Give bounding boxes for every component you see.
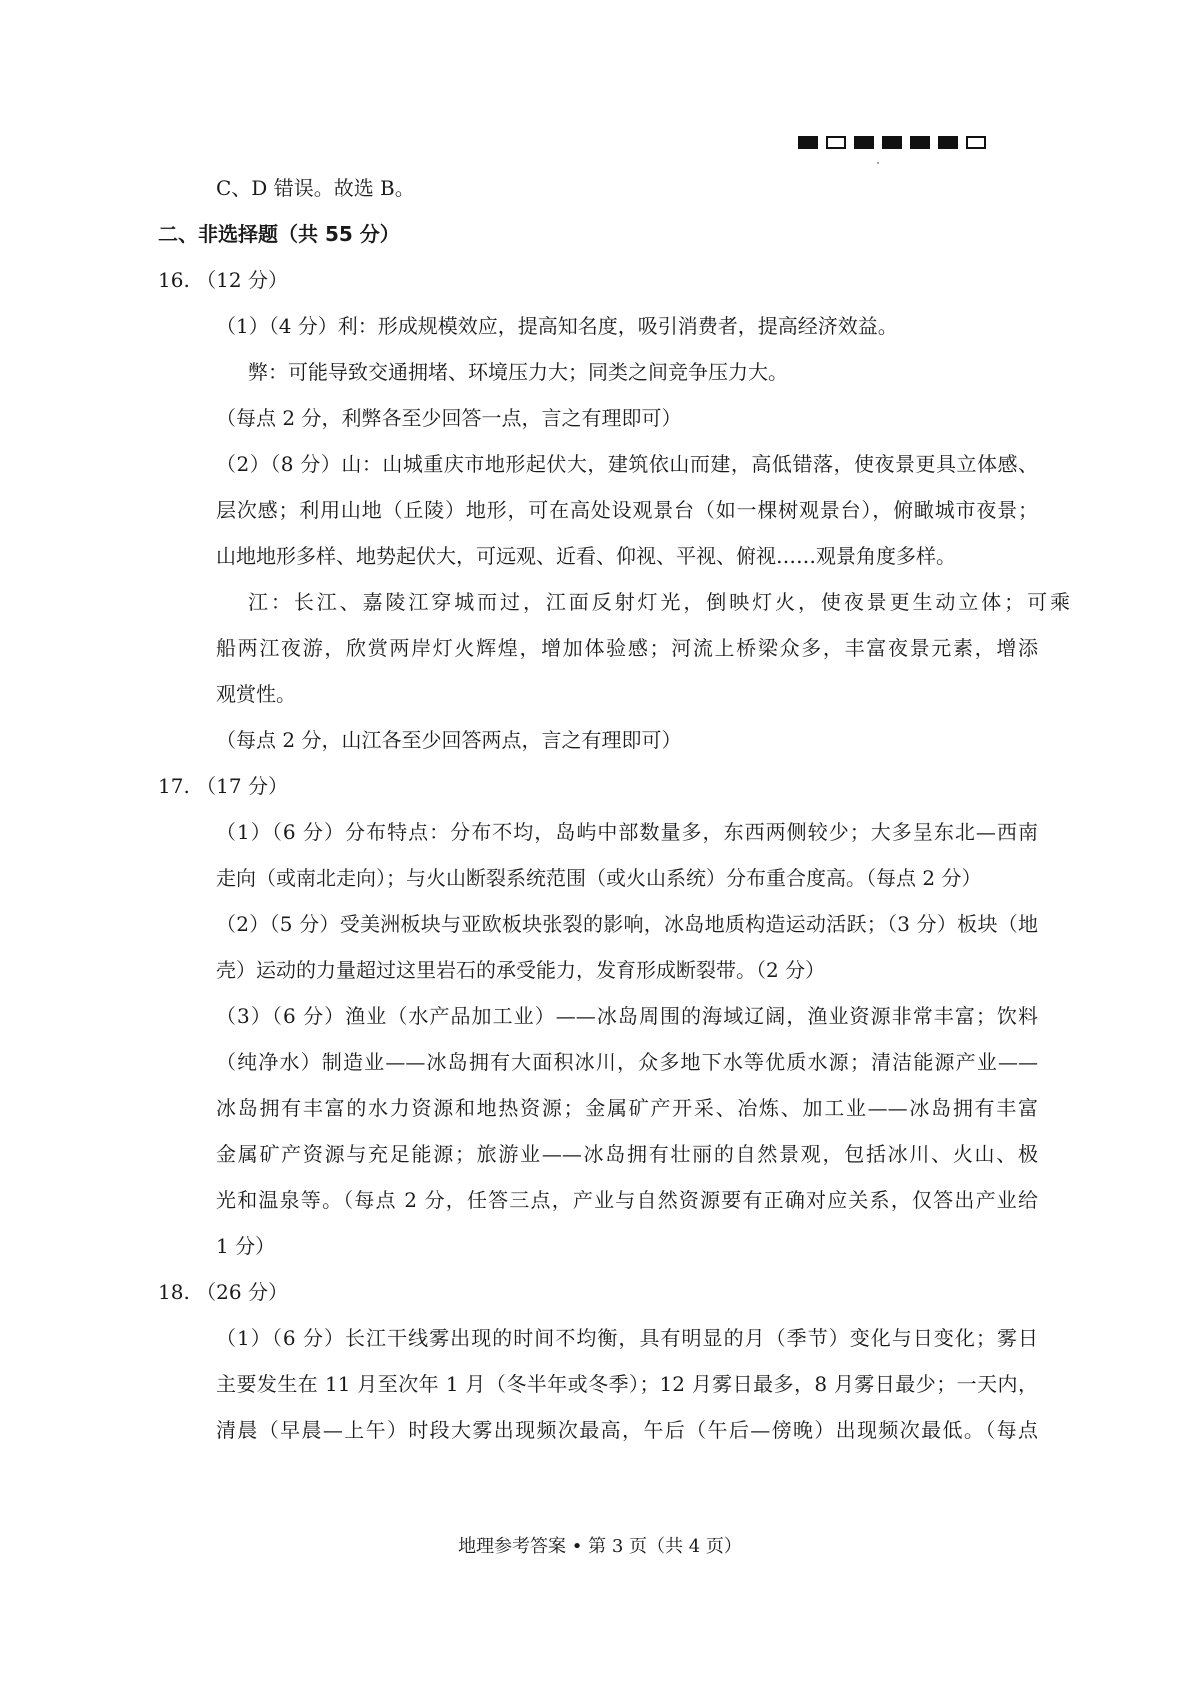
text-line-content: 江：长江、嘉陵江穿城而过，江面反射灯光，倒映灯火，使夜景更生动立体；可乘 (248, 590, 1070, 614)
text-line (158, 1223, 1038, 1269)
hollow-mark-icon (826, 136, 846, 149)
text-line-content: 金属矿产资源与充足能源；旅游业——冰岛拥有壮丽的自然景观，包括冰川、火山、极 (216, 1142, 1038, 1166)
text-line-content: 17. （17 分） (158, 774, 288, 798)
text-line-content: 观赏性。 (216, 682, 296, 706)
filled-mark-icon (910, 136, 930, 149)
text-line (158, 1177, 1038, 1223)
text-line-content: 走向（或南北走向）；与火山断裂系统范围（或火山系统）分布重合度高。（每点 2 分） (216, 866, 982, 890)
text-line-content: （3）（6 分）渔业（水产品加工业）——冰岛周围的海域辽阔，渔业资源非常丰富；饮料 (216, 1004, 1038, 1028)
text-line (158, 809, 1038, 855)
text-line (158, 717, 1038, 763)
text-line-content: 光和温泉等。（每点 2 分，任答三点，产业与自然资源要有正确对应关系，仅答出产业给 (216, 1188, 1038, 1212)
filled-mark-icon (882, 136, 902, 149)
text-line-content: 弊：可能导致交通拥堵、环境压力大；同类之间竞争压力大。 (248, 360, 788, 384)
hollow-mark-icon (966, 136, 986, 149)
filled-mark-icon (798, 136, 818, 149)
text-line (158, 487, 1038, 533)
text-line (158, 349, 1038, 395)
text-line (158, 671, 1038, 717)
text-line (158, 165, 1038, 211)
text-line-content: 壳）运动的力量超过这里岩石的承受能力，发育形成断裂带。（2 分） (216, 958, 826, 982)
text-line (158, 441, 1038, 487)
text-line (158, 533, 1038, 579)
text-line-content: 山地地形多样、地势起伏大，可远观、近看、仰视、平视、俯视……观景角度多样。 (216, 544, 956, 568)
text-line (158, 1407, 1038, 1453)
text-line (158, 763, 1038, 809)
text-line-content: 层次感；利用山地（丘陵）地形，可在高处设观景台（如一棵树观景台），俯瞰城市夜景； (216, 498, 1038, 522)
text-line (158, 395, 1038, 441)
text-line-content: （1）（4 分）利：形成规模效应，提高知名度，吸引消费者，提高经济效益。 (216, 314, 898, 338)
text-line (158, 303, 1038, 349)
text-line-content: 1 分） (216, 1234, 276, 1258)
text-line-content: 主要发生在 11 月至次年 1 月（冬半年或冬季）；12 月雾日最多，8 月雾日最少；一天内， (216, 1372, 1038, 1396)
text-line-content: C、D 错误。故选 B。 (216, 176, 415, 200)
text-line-content: 二、非选择题（共 55 分） (158, 222, 400, 246)
text-line-content: （2）（5 分）受美洲板块与亚欧板块张裂的影响，冰岛地质构造运动活跃；（3 分）板块（地 (216, 912, 1038, 936)
text-line (158, 211, 1038, 257)
answer-content (158, 165, 1070, 1453)
text-line-content: （1）（6 分）分布特点：分布不均，岛屿中部数量多，东西两侧较少；大多呈东北—西南 (216, 820, 1038, 844)
scan-dot (877, 162, 879, 164)
text-line (158, 1315, 1038, 1361)
filled-mark-icon (854, 136, 874, 149)
text-line-content: （2）（8 分）山：山城重庆市地形起伏大，建筑依山而建，高低错落，使夜景更具立体感、 (216, 452, 1038, 476)
text-line (158, 855, 1038, 901)
text-line (158, 993, 1038, 1039)
text-line-content: （1）（6 分）长江干线雾出现的时间不均衡，具有明显的月（季节）变化与日变化；雾日 (216, 1326, 1038, 1350)
text-line-content: （每点 2 分，山江各至少回答两点，言之有理即可） (216, 728, 682, 752)
text-line (158, 1361, 1038, 1407)
text-line-content: 冰岛拥有丰富的水力资源和地热资源；金属矿产开采、冶炼、加工业——冰岛拥有丰富 (216, 1096, 1038, 1120)
text-line-content: 18. （26 分） (158, 1280, 288, 1304)
page-footer: 地理参考答案 • 第 3 页（共 4 页） (458, 1536, 742, 1557)
text-line (158, 1269, 1038, 1315)
text-line (158, 625, 1038, 671)
text-line (158, 1039, 1038, 1085)
text-line (158, 901, 1038, 947)
text-line (158, 1085, 1038, 1131)
text-line (158, 579, 1070, 625)
text-line-content: 清晨（早晨—上午）时段大雾出现频次最高，午后（午后—傍晚）出现频次最低。（每点 (216, 1418, 1038, 1442)
text-line-content: （每点 2 分，利弊各至少回答一点，言之有理即可） (216, 406, 682, 430)
text-line-content: （纯净水）制造业——冰岛拥有大面积冰川，众多地下水等优质水源；清洁能源产业—— (216, 1050, 1038, 1074)
text-line (158, 947, 1038, 993)
header-marks (798, 136, 986, 149)
text-line-content: 船两江夜游，欣赏两岸灯火辉煌，增加体验感；河流上桥梁众多，丰富夜景元素，增添 (216, 636, 1038, 660)
text-line (158, 257, 1038, 303)
text-line (158, 1131, 1038, 1177)
filled-mark-icon (938, 136, 958, 149)
text-line-content: 16. （12 分） (158, 268, 288, 292)
